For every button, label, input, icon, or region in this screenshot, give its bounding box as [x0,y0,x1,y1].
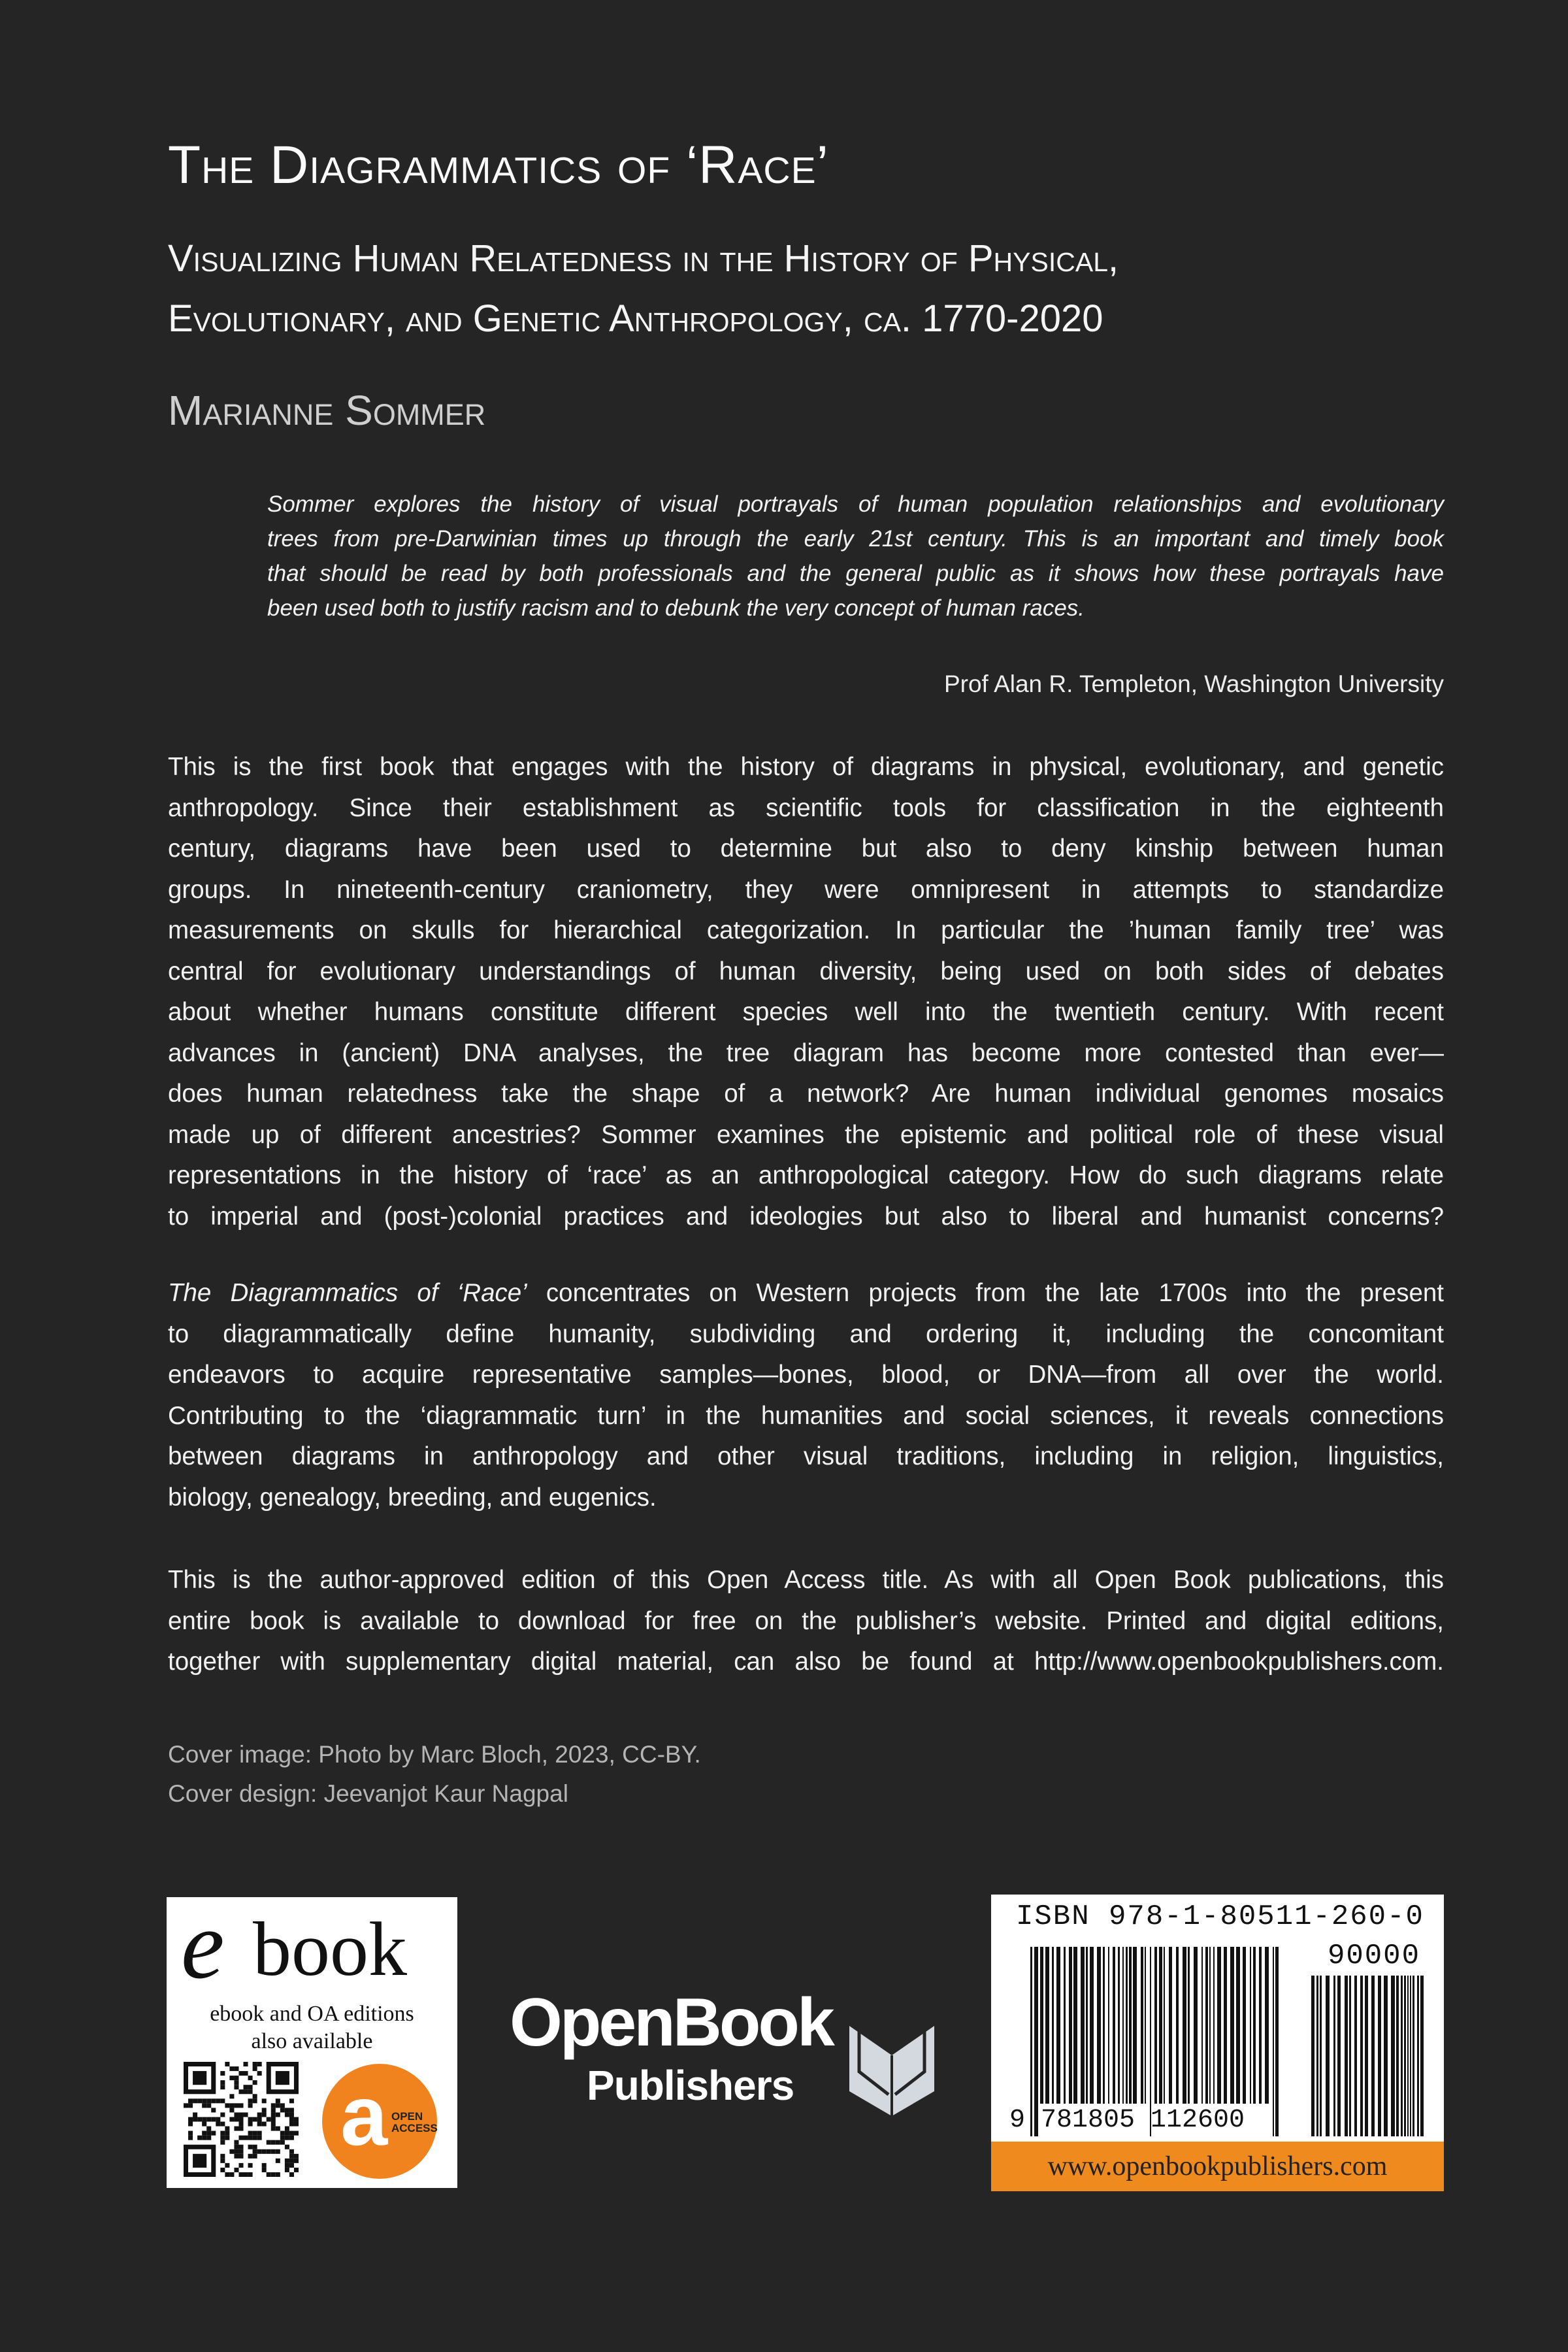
logo-line: OpenBook [510,1985,832,2061]
endorsement-attribution: Prof Alan R. Templeton, Washington University [943,671,1444,697]
description-paragraph-3 [168,1560,1444,1683]
text-line: anthropology. Since their establishment as scientific tools for classification in the eighteenth [168,793,1444,822]
isbn-barcode [991,1895,1444,2191]
text-line: central for evolutionary understandings of human diversity, being used on both sides of debates [168,957,1444,986]
description-paragraph-2 [168,1273,1444,1518]
text-line: entire book is available to download for free on the publisher’s website. Printed and digital editions, [168,1606,1444,1635]
text-line: Sommer explores the history of visual portrayals of human population relationships and evolutionary [267,491,1444,517]
text-line: advances in (ancient) DNA analyses, the tree diagram has become more contested than ever— [168,1038,1444,1067]
isbn-text: ISBN 978-1-80511-260-0 [1016,1900,1424,1933]
paragraph-line [168,1273,1444,1314]
qr-code-icon[interactable] [184,2062,299,2177]
text-line: This is the first book that engages with the history of diagrams in physical, evolutionary, and genetic [168,753,1444,781]
ebook-logo-e: e [181,1891,225,1999]
text-line: This is the author-approved edition of this Open Access title. As with all Open Book publications, this [168,1566,1444,1594]
logo-line: Publishers [587,2062,794,2109]
text-line: made up of different ancestries? Sommer examines the epistemic and political role of these visual [168,1120,1444,1149]
text-line: that should be read by both professionals and the general public as it shows how these portrayals have [267,561,1444,586]
oa-letter: a [340,2068,388,2163]
ebook-badge [167,1891,457,2188]
publisher-url-strip [991,2142,1444,2191]
text-line: century, diagrams have been used to determine but also to deny kinship between human [168,835,1444,863]
book-title: The Diagrammatics of ‘Race’ [168,135,829,195]
subtitle-line: Visualizing Human Relatedness in the History of Physical, [168,237,1119,280]
text-line: to imperial and (post-)colonial practices and ideologies but also to liberal and humanist concerns? [168,1202,1444,1231]
text-line: between diagrams in anthropology and other visual traditions, including in religion, linguistics, [168,1442,1444,1470]
text-line: representations in the history of ‘race’ as an anthropological category. How do such diagrams relate [168,1161,1444,1189]
ebook-logo-book: book [253,1906,407,1992]
cover-design-credit: Cover design: Jeevanjot Kaur Nagpal [168,1780,568,1807]
text-line: to diagrammatically define humanity, subdividing and ordering it, including the concomitant [168,1319,1444,1348]
text-line: biology, genealogy, breeding, and eugenics. [168,1483,657,1512]
price-addon: 90000 [1327,1940,1420,1972]
open-access-icon [322,2064,437,2179]
text-line: about whether humans constitute different species well into the twentieth century. With recent [168,998,1444,1026]
ebook-availability [167,2000,457,2055]
text-line: measurements on skulls for hierarchical categorization. In particular the ’human family tree’ was [168,916,1444,944]
oa-text: ACCESS [391,2122,438,2134]
openbook-publishers-logo [510,1985,941,2117]
ean-digits: 9 781805 112600 [1009,2106,1245,2135]
description-paragraph-1 [168,747,1444,1237]
text-line: does human relatedness take the shape of a network? Are human individual genomes mosaics [168,1080,1444,1108]
text-line: endeavors to acquire representative samples—bones, blood, or DNA—from all over the world. [168,1361,1444,1389]
text-line: trees from pre-Darwinian times up through the early 21st century. This is an important and timely book [267,526,1444,552]
cover-credits [168,1735,701,1814]
paragraph-lines [168,1314,1444,1519]
oa-text: OPEN [391,2110,423,2123]
line-text: concentrates on Western projects from the late 1700s into the present [527,1279,1444,1307]
text-line: groups. In nineteenth-century craniometry, they were omnipresent in attempts to standardize [168,875,1444,904]
book-subtitle [168,229,1119,349]
text-line: together with supplementary digital material, can also be found at http://www.openbookpublishers.com. [168,1648,1444,1676]
ebook-line: ebook and OA editions [210,2002,414,2026]
endorsement-quote [267,487,1444,625]
text-line: Contributing to the ‘diagrammatic turn’ in the humanities and social sciences, it reveals connections [168,1401,1444,1430]
open-book-icon [846,2006,938,2117]
book-title-italic: The Diagrammatics of ‘Race’ [168,1279,527,1307]
publisher-url[interactable]: www.openbookpublishers.com [1047,2151,1388,2181]
text-line: been used both to justify racism and to debunk the very concept of human races. [267,595,1085,621]
ebook-line: also available [251,2029,373,2053]
subtitle-line: Evolutionary, and Genetic Anthropology, ca. 1770-2020 [168,297,1103,340]
cover-image-credit: Cover image: Photo by Marc Bloch, 2023, CC-BY. [168,1741,701,1768]
author-name: Marianne Sommer [168,387,486,434]
